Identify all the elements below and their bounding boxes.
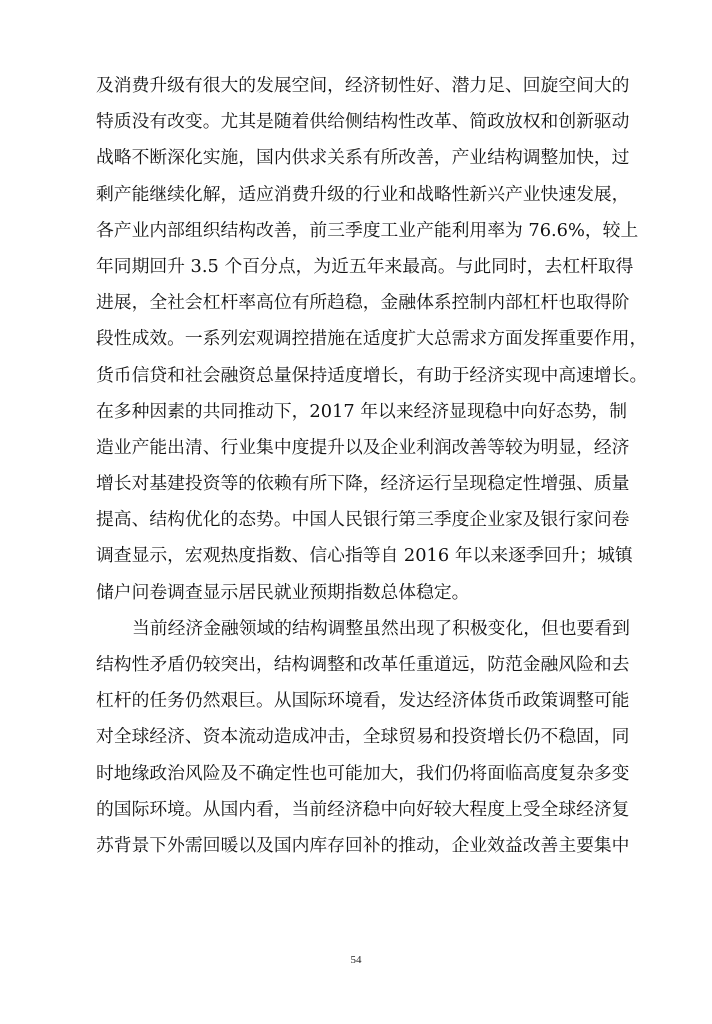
text-line: 段性成效。一系列宏观调控措施在适度扩大总需求方面发挥重要作用， bbox=[96, 328, 648, 350]
text-line: 提高、结构优化的态势。中国人民银行第三季度企业家及银行家问卷 bbox=[96, 509, 630, 531]
text-line: 调查显示，宏观热度指数、信心指等自 2016 年以来逐季回升；城镇 bbox=[96, 545, 633, 567]
page-number: 54 bbox=[350, 954, 362, 966]
text-line: 各产业内部组织结构改善，前三季度工业产能利用率为 76.6%，较上 bbox=[96, 219, 639, 241]
text-line-last: 储户问卷调查显示居民就业预期指数总体稳定。 bbox=[96, 581, 470, 603]
text-line-first-indented: 当前经济金融领域的结构调整虽然出现了积极变化，但也要看到 bbox=[132, 617, 630, 639]
text-line: 结构性矛盾仍较突出，结构调整和改革任重道远，防范金融风险和去 bbox=[96, 654, 630, 675]
text-line: 苏背景下外需回暖以及国内库存回补的推动，企业效益改善主要集中 bbox=[96, 834, 630, 856]
paragraph-1 bbox=[96, 72, 648, 615]
text-line: 对全球经济、资本流动造成冲击，全球贸易和投资增长仍不稳固，同 bbox=[96, 726, 630, 748]
text-line: 战略不断深化实施，国内供求关系有所改善，产业结构调整加快，过 bbox=[96, 147, 630, 169]
text-line: 杠杆的任务仍然艰巨。从国际环境看，发达经济体货币政策调整可能 bbox=[96, 690, 630, 712]
text-line: 特质没有改变。尤其是随着供给侧结构性改革、简政放权和创新驱动 bbox=[96, 111, 630, 133]
paragraph-2 bbox=[96, 615, 630, 868]
text-line: 进展，全社会杠杆率高位有所趋稳，金融体系控制内部杠杆也取得阶 bbox=[96, 292, 630, 314]
text-line: 剩产能继续化解，适应消费升级的行业和战略性新兴产业快速发展， bbox=[96, 183, 630, 205]
text-line: 增长对基建投资等的依赖有所下降，经济运行呈现稳定性增强、质量 bbox=[96, 473, 630, 495]
text-line: 在多种因素的共同推动下，2017 年以来经济显现稳中向好态势，制 bbox=[96, 400, 627, 422]
text-line: 货币信贷和社会融资总量保持适度增长，有助于经济实现中高速增长。 bbox=[96, 364, 648, 386]
text-line: 及消费升级有很大的发展空间，经济韧性好、潜力足、回旋空间大的 bbox=[96, 75, 630, 96]
text-line: 的国际环境。从国内看，当前经济稳中向好较大程度上受全球经济复 bbox=[96, 798, 630, 820]
text-line: 造业产能出清、行业集中度提升以及企业利润改善等较为明显，经济 bbox=[96, 436, 630, 458]
text-line: 年同期回升 3.5 个百分点，为近五年来最高。与此同时，去杠杆取得 bbox=[96, 255, 634, 277]
text-line: 时地缘政治风险及不确定性也可能加大，我们仍将面临高度复杂多变 bbox=[96, 762, 630, 784]
body-text bbox=[96, 72, 648, 868]
